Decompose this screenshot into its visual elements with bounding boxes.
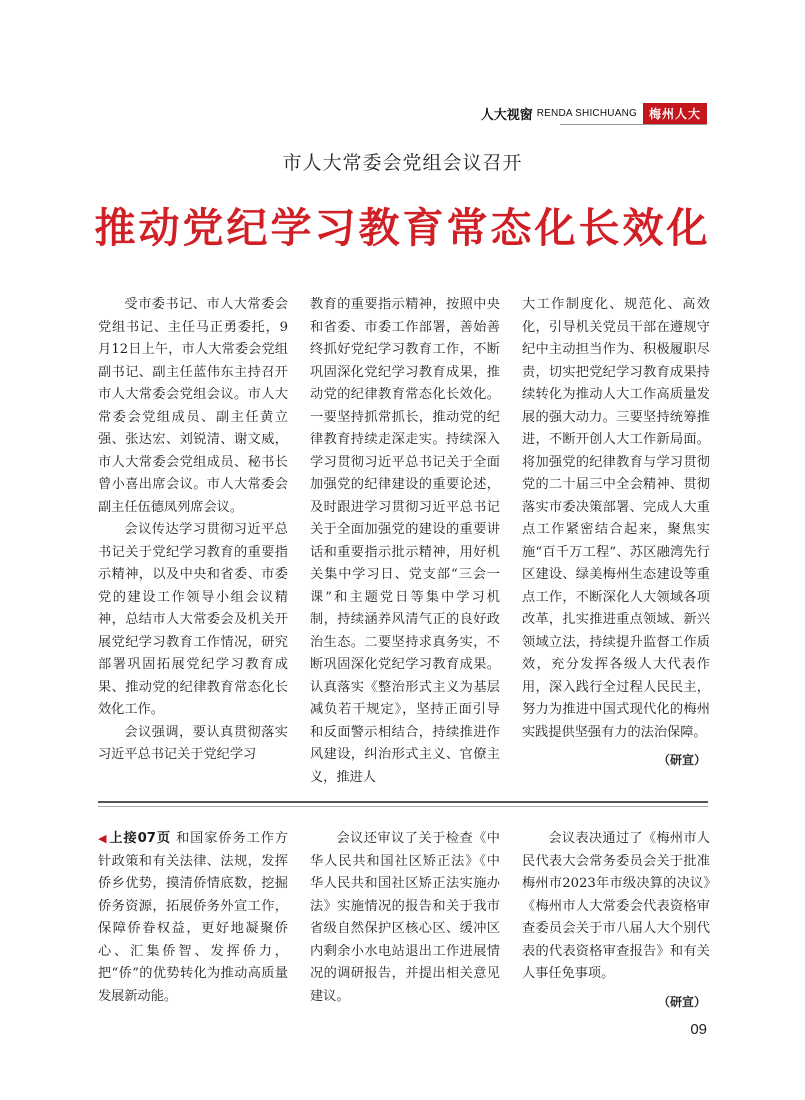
paragraph: 受市委书记、市人大常委会党组书记、主任马正勇委托，9月12日上午，市人大常委会党组副书记、副主任蓝伟东主持召开市人大常委会党组会议。市人大常委会党组成员、副主任黄立强、张达宏、刘锐清、谢文威，市人大常委会党组成员、秘书长曾小喜出席会议。市人大常委会副主任伍德凤列席会议。	[98, 297, 288, 515]
page-number: 09	[690, 1021, 707, 1038]
continued-column-3	[522, 828, 710, 1013]
article-subtitle: 市人大常委会党组会议召开	[282, 152, 523, 174]
paragraph: 会议强调，要认真贯彻落实习近平总书记关于党纪学习	[98, 724, 288, 762]
publication-badge: 梅州人大	[643, 103, 707, 124]
article-credit: （研宣）	[657, 994, 706, 1009]
article-column-3	[522, 294, 710, 772]
paragraph: 会议传达学习贯彻习近平总书记关于党纪学习教育的重要指示精神，以及中央和省委、市委党的建设工作领导小组会议精神，总结市人大常委会及机关开展党纪学习教育工作情况，研究部署巩固拓展党纪学习教育成果、推动党的纪律教育常态化长效化工作。	[98, 522, 288, 717]
article-column-2	[310, 294, 500, 789]
continued-from-marker[interactable]	[98, 831, 171, 846]
paragraph	[98, 828, 288, 1008]
paragraph: 大工作制度化、规范化、高效化，引导机关党员干部在遵规守纪中主动担当作为、积极履职尽责，切实把党纪学习教育成果持续转化为推动人大工作高质量发展的强大动力。三要坚持统筹推进，不断开创人大工作新局面。将加强党的纪律教育与学习贯彻党的二十届三中全会精神、贯彻落实市委决策部署、完成人大重点工作紧密结合起来，聚焦实施“百千万工程”、苏区融湾先行区建设、绿美梅州生态建设等重点工作，不断深化人大领域各项改革，扎实推进重点领域、新兴领域立法，持续提升监督工作质效，充分发挥各级人大代表作用，深入践行全过程人民民主，努力为推进中国式现代化的梅州实践提供坚强有力的法治保障。	[522, 297, 710, 740]
paragraph: 教育的重要指示精神，按照中央和省委、市委工作部署，善始善终抓好党纪学习教育工作，不断巩固深化党纪学习教育成果，推动党的纪律教育常态化长效化。一要坚持抓常抓长，推动党的纪律教育持续走深走实。持续深入学习贯彻习近平总书记关于全面加强党的纪律建设的重要论述，及时跟进学习贯彻习近平总书记关于全面加强党的建设的重要讲话和重要指示批示精神，用好机关集中学习日、党支部“三会一课”和主题党日等集中学习机制，持续涵养风清气正的良好政治生态。二要坚持求真务实，不断巩固深化党纪学习教育成果。认真落实《整治形式主义为基层减负若干规定》，坚持正面引导和反面警示相结合，持续推进作风建设，纠治形式主义、官僚主义，推进人	[310, 297, 500, 785]
section-title: 人大视窗	[480, 107, 533, 123]
left-triangle-icon: ◀	[98, 832, 108, 845]
running-header	[481, 103, 707, 123]
header-divider	[560, 124, 707, 125]
section-divider	[98, 801, 708, 803]
continued-column-2	[310, 828, 500, 1008]
article-credit: （研宣）	[657, 753, 706, 767]
paragraph: 会议表决通过了《梅州市人民代表大会常务委员会关于批准梅州市2023年市级决算的决议》《梅州市人大常委会代表资格审查委员会关于市八届人大个别代表的代表资格审查报告》和有关人事任免事项。	[522, 831, 710, 981]
continued-label: 上接07页	[109, 831, 171, 846]
section-divider-thin	[98, 806, 708, 807]
article-column-1	[98, 294, 288, 767]
section-pinyin: RENDA SHICHUANG	[536, 107, 637, 119]
continued-column-1	[98, 828, 288, 1008]
paragraph: 会议还审议了关于检查《中华人民共和国社区矫正法》《中华人民共和国社区矫正法实施办法》实施情况的报告和关于我市省级自然保护区核心区、缓冲区内剩余小水电站退出工作进展情况的调研报告，并提出相关意见建议。	[310, 831, 500, 1004]
paragraph-text: 和国家侨务工作方针政策和有关法律、法规，发挥侨乡优势，摸清侨情底数，挖掘侨务资源，拓展侨务外宣工作，保障侨眷权益，更好地凝聚侨心、汇集侨智、发挥侨力，把“侨”的优势转化为推动高质量发展新动能。	[98, 831, 288, 1004]
article-title: 推动党纪学习教育常态化长效化	[94, 204, 711, 252]
